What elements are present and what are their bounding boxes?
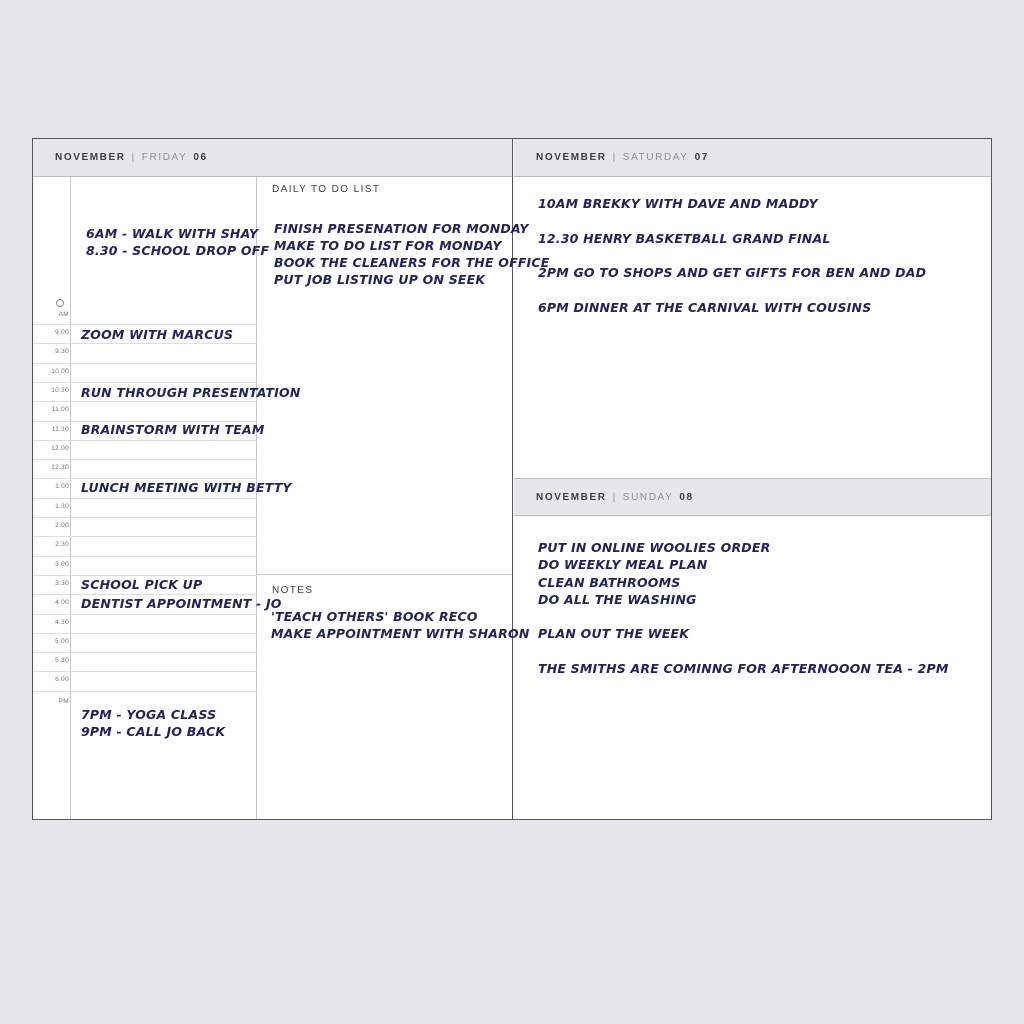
entry-presentation: RUN THROUGH PRESENTATION (81, 385, 301, 400)
time-label: 4.30 (55, 619, 69, 626)
time-label: 1.30 (55, 503, 69, 510)
saturday-separator: | (612, 152, 617, 163)
entry-dentist: DENTIST APPOINTMENT - JO (81, 596, 282, 611)
time-label: 5.30 (55, 657, 69, 664)
todo-item-3: BOOK THE CLEANERS FOR THE OFFICE (274, 255, 550, 270)
sunday-item-5: PLAN OUT THE WEEK (538, 626, 690, 641)
time-row-line (33, 691, 257, 692)
time-label: 11.30 (51, 426, 69, 433)
time-label: 2.30 (55, 541, 69, 548)
time-label: 3.00 (55, 561, 69, 568)
friday-day: FRIDAY (141, 152, 188, 163)
time-row-line (33, 671, 257, 672)
time-row-line (33, 517, 257, 518)
sunday-item-4: DO ALL THE WASHING (538, 592, 697, 607)
friday-month: NOVEMBER (55, 152, 126, 163)
notes-item-2: MAKE APPOINTMENT WITH SHARON (271, 626, 530, 641)
entry-zoom: ZOOM WITH MARCUS (81, 327, 234, 342)
notes-title: NOTES (272, 585, 314, 596)
saturday-item-4: 6PM DINNER AT THE CARNIVAL WITH COUSINS (538, 300, 872, 315)
sunday-header (514, 478, 991, 516)
saturday-item-1: 10AM BREKKY WITH DAVE AND MADDY (538, 196, 818, 211)
time-label: 5.00 (55, 638, 69, 645)
sunday-separator: | (612, 491, 617, 503)
saturday-date: 07 (694, 152, 709, 163)
saturday-header (514, 139, 991, 177)
sunday-day: SUNDAY (622, 491, 674, 503)
evening-entry-1: 7PM - YOGA CLASS (81, 707, 217, 722)
time-label: 4.00 (55, 599, 69, 606)
friday-separator: | (131, 152, 136, 163)
time-row-line (33, 652, 257, 653)
time-row-line (33, 614, 257, 615)
saturday-item-3: 2PM GO TO SHOPS AND GET GIFTS FOR BEN AND DAD (538, 265, 927, 280)
time-row-line (33, 343, 257, 344)
time-row-line (33, 382, 257, 383)
planner-spread (32, 138, 992, 820)
time-label: 10.30 (51, 387, 69, 394)
saturday-day: SATURDAY (622, 152, 689, 163)
time-row-line (33, 633, 257, 634)
todo-item-1: FINISH PRESENATION FOR MONDAY (274, 221, 529, 236)
time-label: 1.00 (55, 483, 69, 490)
todo-title: DAILY TO DO LIST (272, 184, 381, 195)
todo-item-2: MAKE TO DO LIST FOR MONDAY (274, 238, 502, 253)
time-label: 6.00 (55, 676, 69, 683)
time-row-line (33, 536, 257, 537)
entry-school-pickup: SCHOOL PICK UP (81, 577, 203, 592)
am-label: AM (58, 311, 69, 318)
notes-item-1: 'TEACH OTHERS' BOOK RECO (271, 609, 478, 624)
time-label: 11.00 (51, 406, 69, 413)
time-label: 3.30 (55, 580, 69, 587)
time-label: 9.30 (55, 348, 69, 355)
sunday-item-1: PUT IN ONLINE WOOLIES ORDER (538, 540, 771, 555)
evening-entry-2: 9PM - CALL JO BACK (81, 724, 226, 739)
time-row-line (33, 440, 257, 441)
sunday-item-3: CLEAN BATHROOMS (538, 575, 681, 590)
sunday-item-6: THE SMITHS ARE COMINNG FOR AFTERNOOON TEA - 2PM (538, 661, 949, 676)
entry-lunch: LUNCH MEETING WITH BETTY (81, 480, 292, 495)
friday-early-entry-2: 8.30 - SCHOOL DROP OFF (86, 243, 270, 258)
todo-item-4: PUT JOB LISTING UP ON SEEK (274, 272, 486, 287)
time-row-line (33, 556, 257, 557)
notes-divider (257, 574, 512, 575)
time-row-line (33, 363, 257, 364)
time-label: 12.30 (51, 464, 69, 471)
saturday-item-2: 12.30 HENRY BASKETBALL GRAND FINAL (538, 231, 831, 246)
pm-label: PM (58, 698, 69, 705)
page-spine (512, 139, 513, 819)
entry-brainstorm: BRAINSTORM WITH TEAM (81, 422, 265, 437)
time-label: 2.00 (55, 522, 69, 529)
time-row-line (33, 401, 257, 402)
time-label: 10.00 (51, 368, 69, 375)
sunday-month: NOVEMBER (536, 491, 607, 503)
time-row-line (33, 459, 257, 460)
friday-date: 06 (193, 152, 208, 163)
time-label: 12.00 (51, 445, 69, 452)
time-row-line (33, 498, 257, 499)
sunday-item-2: DO WEEKLY MEAL PLAN (538, 557, 708, 572)
friday-early-entry-1: 6AM - WALK WITH SHAY (86, 226, 259, 241)
time-row-line (33, 324, 257, 325)
sunday-date: 08 (679, 491, 694, 503)
saturday-month: NOVEMBER (536, 152, 607, 163)
time-label: 9.00 (55, 329, 69, 336)
